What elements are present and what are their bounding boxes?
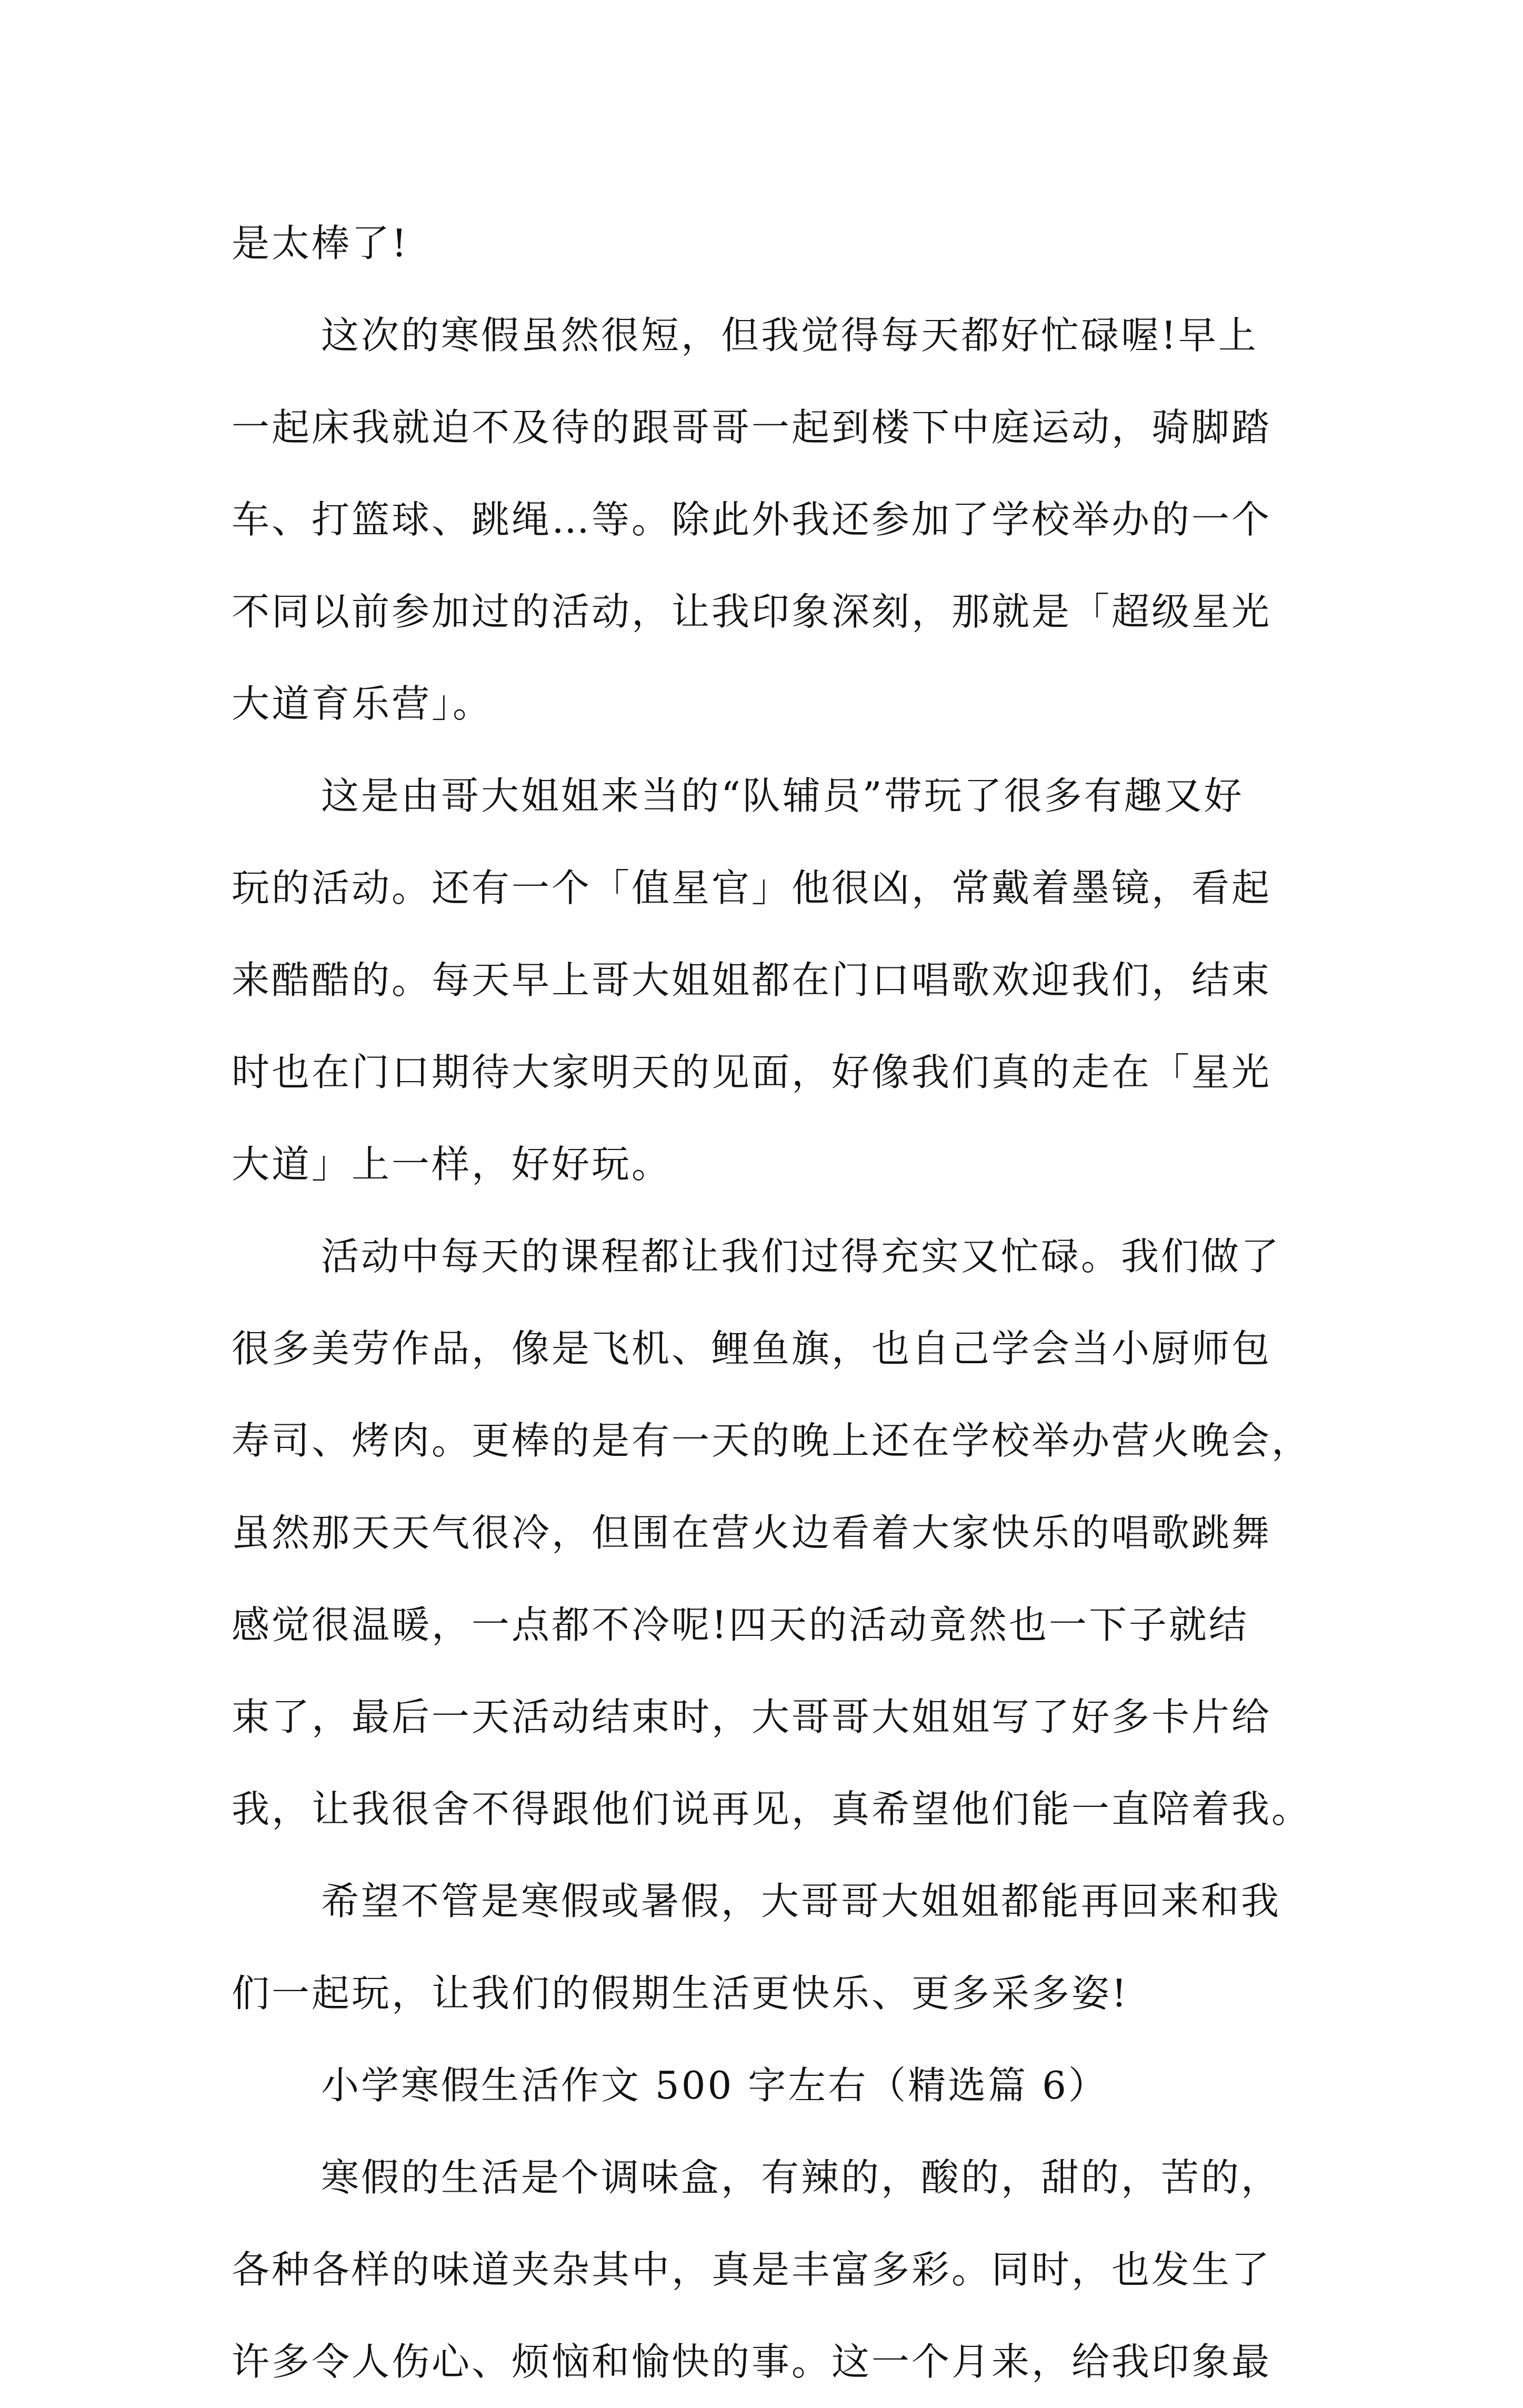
section-heading: 小学寒假生活作文 500 字左右（精选篇 6） — [321, 2063, 1108, 2107]
paragraph-start-line: 活动中每天的课程都让我们过得充实又忙碌。我们做了 — [321, 1234, 1281, 1278]
text-line: 一起床我就迫不及待的跟哥哥一起到楼下中庭运动，骑脚踏 — [232, 405, 1272, 449]
text-line: 感觉很温暖，一点都不冷呢!四天的活动竟然也一下子就结 — [232, 1603, 1249, 1647]
text-line: 大道」上一样，好好玩。 — [232, 1142, 672, 1186]
essay-text — [232, 197, 1316, 2408]
text-line: 车、打篮球、跳绳…等。除此外我还参加了学校举办的一个 — [232, 497, 1272, 542]
text-line: 很多美劳作品，像是飞机、鲤鱼旗，也自己学会当小厨师包 — [232, 1326, 1272, 1371]
text-line: 许多令人伤心、烦恼和愉快的事。这一个月来，给我印象最 — [232, 2340, 1272, 2384]
paragraph-start-line: 寒假的生活是个调味盒，有辣的，酸的，甜的，苦的， — [321, 2155, 1281, 2200]
text-line: 时也在门口期待大家明天的见面，好像我们真的走在「星光 — [232, 1050, 1272, 1094]
paragraph-start-line: 这次的寒假虽然很短，但我觉得每天都好忙碌喔!早上 — [321, 313, 1258, 357]
text-line: 虽然那天天气很冷，但围在营火边看着大家快乐的唱歌跳舞 — [232, 1511, 1272, 1555]
text-line: 来酷酷的。每天早上哥大姐姐都在门口唱歌欢迎我们，结束 — [232, 958, 1272, 1002]
text-line: 不同以前参加过的活动，让我印象深刻，那就是「超级星光 — [232, 589, 1272, 634]
text-line: 各种各样的味道夹杂其中，真是丰富多彩。同时，也发生了 — [232, 2247, 1272, 2292]
text-line: 玩的活动。还有一个「值星官」他很凶，常戴着墨镜，看起 — [232, 866, 1272, 910]
text-line: 们一起玩，让我们的假期生活更快乐、更多采多姿! — [232, 1971, 1129, 2015]
paragraph-start-line: 这是由哥大姐姐来当的“队辅员”带玩了很多有趣又好 — [321, 774, 1244, 818]
text-line: 大道育乐营」。 — [232, 682, 493, 726]
paragraph-start-line: 希望不管是寒假或暑假，大哥哥大姐姐都能再回来和我 — [321, 1879, 1281, 1923]
text-line: 我，让我很舍不得跟他们说再见，真希望他们能一直陪着我。 — [232, 1787, 1312, 1831]
text-line: 寿司、烤肉。更棒的是有一天的晚上还在学校举办营火晚会， — [232, 1418, 1312, 1463]
text-line: 束了，最后一天活动结束时，大哥哥大姐姐写了好多卡片给 — [232, 1695, 1272, 1739]
text-line: 是太棒了! — [232, 221, 409, 265]
